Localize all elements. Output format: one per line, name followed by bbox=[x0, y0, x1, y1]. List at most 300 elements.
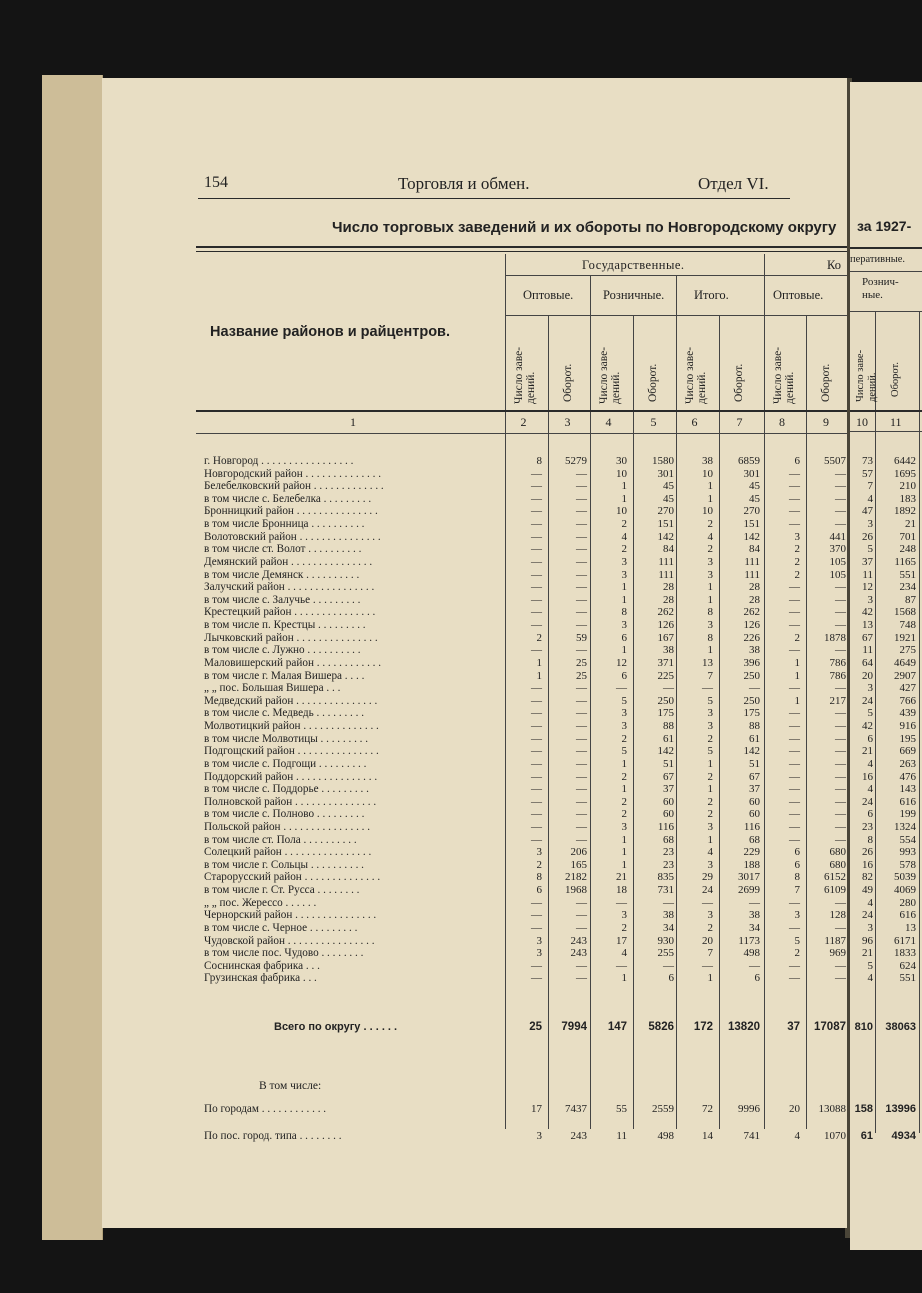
table-cell: 28 bbox=[749, 581, 760, 594]
table-cell: — bbox=[576, 921, 587, 934]
row-label: в том числе Демянск . . . . . . . . . . bbox=[204, 568, 360, 581]
table-cell: 1 bbox=[707, 480, 713, 493]
table-cell: 1 bbox=[536, 669, 542, 682]
table-cell: 8 bbox=[621, 606, 627, 619]
subheader-rule bbox=[505, 315, 847, 316]
table-cell: — bbox=[531, 581, 542, 594]
table-cell: — bbox=[576, 808, 587, 821]
table-cell: 2699 bbox=[738, 884, 760, 897]
table-cell: — bbox=[531, 959, 542, 972]
table-cell: 551 bbox=[899, 568, 916, 581]
table-cell: 6 bbox=[794, 858, 800, 871]
table-cell: 1 bbox=[707, 593, 713, 606]
row-label: Лычковский район . . . . . . . . . . . . . . . bbox=[204, 631, 378, 644]
table-cell: — bbox=[576, 555, 587, 568]
table-cell: — bbox=[531, 593, 542, 606]
row-label: Грузинская фабрика . . . bbox=[204, 972, 317, 985]
table-cell: — bbox=[702, 682, 713, 695]
table-cell: 7 bbox=[794, 884, 800, 897]
table-cell: — bbox=[531, 543, 542, 556]
table-cell: 1 bbox=[621, 757, 627, 770]
table-cell: 67 bbox=[749, 770, 760, 783]
row-label: г. Новгород . . . . . . . . . . . . . . . . . bbox=[204, 455, 354, 467]
table-cell: 4 bbox=[867, 783, 873, 796]
table-cell: — bbox=[789, 606, 800, 619]
table-cell: 7 bbox=[867, 480, 873, 493]
table-cell: 24 bbox=[702, 884, 713, 897]
table-cell: — bbox=[576, 543, 587, 556]
table-cell: — bbox=[835, 480, 846, 493]
table-cell: 6152 bbox=[824, 871, 846, 884]
table-cell: — bbox=[789, 820, 800, 833]
table-cell: 38 bbox=[749, 644, 760, 657]
table-cell: 3 bbox=[621, 820, 627, 833]
table-cell: 4934 bbox=[891, 1130, 916, 1142]
table-cell: 229 bbox=[743, 846, 760, 859]
table-cell: 8 bbox=[536, 871, 542, 884]
table-cell: 29 bbox=[702, 871, 713, 884]
top-rule-2 bbox=[196, 251, 847, 252]
table-cell: — bbox=[576, 820, 587, 833]
table-cell: 18 bbox=[616, 884, 627, 897]
total-row-label: Всего по округу . . . . . . bbox=[274, 1021, 398, 1033]
table-cell: — bbox=[531, 682, 542, 695]
table-cell: 3 bbox=[867, 593, 873, 606]
table-cell: — bbox=[789, 808, 800, 821]
top-double-rule bbox=[196, 246, 847, 248]
name-column-header: Название районов и райцентров. bbox=[210, 324, 450, 340]
next-rule-2 bbox=[850, 311, 922, 312]
column-number: 10 bbox=[856, 415, 868, 429]
table-cell: 12 bbox=[862, 581, 873, 594]
table-cell: 142 bbox=[743, 745, 760, 758]
table-cell: 24 bbox=[862, 909, 873, 922]
table-cell: 226 bbox=[743, 631, 760, 644]
state-header-rule bbox=[505, 275, 764, 276]
table-cell: 3 bbox=[621, 909, 627, 922]
row-label: Медведский район . . . . . . . . . . . . . . . bbox=[204, 694, 378, 707]
table-cell: 3 bbox=[707, 820, 713, 833]
table-cell: 3 bbox=[536, 1130, 542, 1142]
table-cell: 1173 bbox=[738, 934, 760, 947]
table-cell: 3 bbox=[707, 707, 713, 720]
table-cell: 10 bbox=[702, 505, 713, 518]
table-cell: 5 bbox=[867, 543, 873, 556]
table-cell: — bbox=[835, 808, 846, 821]
table-cell: 3 bbox=[621, 707, 627, 720]
table-cell: 3 bbox=[536, 846, 542, 859]
col-divider-7 bbox=[719, 315, 720, 1129]
table-cell: 8 bbox=[794, 871, 800, 884]
table-cell: — bbox=[835, 959, 846, 972]
table-cell: 24 bbox=[862, 795, 873, 808]
table-cell: — bbox=[531, 518, 542, 531]
table-cell: 270 bbox=[743, 505, 760, 518]
table-cell: — bbox=[576, 732, 587, 745]
table-cell: 172 bbox=[693, 1021, 713, 1033]
row-label: „ „ пос. Большая Вишера . . . bbox=[204, 682, 341, 695]
table-cell: 243 bbox=[570, 934, 587, 947]
table-cell: 17087 bbox=[814, 1021, 846, 1033]
table-cell: 3 bbox=[867, 518, 873, 531]
table-cell: 234 bbox=[899, 581, 916, 594]
table-cell: 3 bbox=[621, 619, 627, 632]
table-cell: 680 bbox=[829, 858, 846, 871]
table-cell: 2182 bbox=[565, 871, 587, 884]
table-cell: 2559 bbox=[652, 1103, 674, 1115]
table-cell: — bbox=[531, 833, 542, 846]
header-rule bbox=[198, 198, 790, 199]
table-cell: 4649 bbox=[894, 656, 916, 669]
table-cell: 1165 bbox=[894, 555, 916, 568]
table-cell: 2 bbox=[707, 732, 713, 745]
row-label: Солецкий район . . . . . . . . . . . . . . . . bbox=[204, 846, 372, 859]
col-divider-coop bbox=[764, 254, 765, 1129]
table-cell: 1 bbox=[707, 757, 713, 770]
table-cell: — bbox=[576, 593, 587, 606]
table-cell: 6859 bbox=[738, 455, 760, 467]
table-cell: 126 bbox=[657, 619, 674, 632]
table-cell: 1580 bbox=[652, 455, 674, 467]
table-cell: 126 bbox=[743, 619, 760, 632]
table-cell: 28 bbox=[663, 581, 674, 594]
table-cell: — bbox=[835, 783, 846, 796]
table-cell: 82 bbox=[862, 871, 873, 884]
table-cell: 7437 bbox=[565, 1103, 587, 1115]
col-divider-name bbox=[505, 254, 506, 1129]
table-cell: 37 bbox=[862, 555, 873, 568]
table-cell: 5039 bbox=[894, 871, 916, 884]
table-cell: — bbox=[663, 682, 674, 695]
table-cell: — bbox=[531, 530, 542, 543]
table-cell: — bbox=[789, 720, 800, 733]
table-cell: 25 bbox=[576, 656, 587, 669]
row-label: Подгощский район . . . . . . . . . . . . . . . bbox=[204, 745, 379, 758]
table-cell: — bbox=[576, 783, 587, 796]
table-cell: — bbox=[789, 959, 800, 972]
table-cell: — bbox=[835, 921, 846, 934]
next-retail-header: Рознич-ные. bbox=[862, 276, 899, 301]
table-cell: 57 bbox=[862, 467, 873, 480]
table-cell: 263 bbox=[899, 757, 916, 770]
table-cell: — bbox=[663, 959, 674, 972]
table-cell: 206 bbox=[570, 846, 587, 859]
table-cell: — bbox=[789, 921, 800, 934]
table-cell: 3 bbox=[867, 682, 873, 695]
table-cell: — bbox=[576, 518, 587, 531]
table-title: Число торговых заведений и их обороты по Новгородскому округу bbox=[332, 219, 837, 236]
table-cell: 680 bbox=[829, 846, 846, 859]
table-cell: 1 bbox=[621, 581, 627, 594]
table-cell: 1 bbox=[794, 656, 800, 669]
table-cell: 1 bbox=[707, 492, 713, 505]
table-cell: 60 bbox=[749, 795, 760, 808]
table-cell: 26 bbox=[862, 530, 873, 543]
table-cell: 1968 bbox=[565, 884, 587, 897]
table-cell: 38063 bbox=[885, 1021, 916, 1033]
table-cell: — bbox=[576, 619, 587, 632]
table-cell: 158 bbox=[854, 1103, 873, 1115]
table-cell: 13088 bbox=[818, 1103, 846, 1115]
table-cell: 111 bbox=[744, 568, 760, 581]
table-cell: — bbox=[531, 820, 542, 833]
table-cell: 49 bbox=[862, 884, 873, 897]
table-cell: — bbox=[835, 682, 846, 695]
turnover-column-header: Оборот. bbox=[820, 363, 832, 402]
table-cell: 3 bbox=[707, 720, 713, 733]
table-cell: 8 bbox=[867, 833, 873, 846]
row-label: Бронницкий район . . . . . . . . . . . . . . . bbox=[204, 505, 378, 518]
table-cell: 835 bbox=[657, 871, 674, 884]
table-cell: 10 bbox=[702, 467, 713, 480]
table-cell: 275 bbox=[899, 644, 916, 657]
table-cell: — bbox=[789, 682, 800, 695]
table-cell: — bbox=[789, 896, 800, 909]
row-label: в том числе пос. Чудово . . . . . . . . bbox=[204, 947, 364, 960]
row-label: в том числе с. Полново . . . . . . . . . bbox=[204, 808, 365, 821]
table-cell: 111 bbox=[658, 568, 674, 581]
table-cell: 5 bbox=[621, 745, 627, 758]
table-cell: 26 bbox=[862, 846, 873, 859]
table-cell: 6 bbox=[794, 455, 800, 467]
table-cell: 2 bbox=[536, 631, 542, 644]
table-cell: — bbox=[531, 505, 542, 518]
table-cell: — bbox=[789, 644, 800, 657]
next-col-divider bbox=[875, 311, 876, 1133]
table-cell: 3 bbox=[867, 921, 873, 934]
table-cell: — bbox=[576, 909, 587, 922]
table-cell: 6109 bbox=[824, 884, 846, 897]
table-cell: 439 bbox=[899, 707, 916, 720]
table-cell: — bbox=[531, 467, 542, 480]
book-edge bbox=[42, 75, 103, 1240]
table-cell: 7994 bbox=[561, 1021, 587, 1033]
table-cell: 1324 bbox=[894, 820, 916, 833]
row-label: По пос. город. типа . . . . . . . . bbox=[204, 1130, 342, 1142]
table-cell: 34 bbox=[749, 921, 760, 934]
table-cell: 111 bbox=[658, 555, 674, 568]
table-cell: 2 bbox=[707, 808, 713, 821]
table-cell: 250 bbox=[743, 694, 760, 707]
row-label: По городам . . . . . . . . . . . . bbox=[204, 1103, 327, 1115]
table-cell: — bbox=[789, 581, 800, 594]
table-cell: 13820 bbox=[728, 1021, 760, 1033]
table-cell: 37 bbox=[749, 783, 760, 796]
table-cell: — bbox=[789, 593, 800, 606]
column-number: 7 bbox=[736, 415, 743, 429]
row-label: в том числе г. Ст. Русса . . . . . . . . bbox=[204, 884, 360, 897]
column-number: 6 bbox=[691, 415, 698, 429]
table-cell: 2 bbox=[707, 795, 713, 808]
table-cell: 6 bbox=[536, 884, 542, 897]
table-cell: 60 bbox=[749, 808, 760, 821]
table-cell: — bbox=[531, 568, 542, 581]
table-cell: — bbox=[835, 505, 846, 518]
table-cell: 6 bbox=[794, 846, 800, 859]
table-cell: 61 bbox=[749, 732, 760, 745]
next-title: за 1927- bbox=[857, 218, 912, 234]
table-cell: 17 bbox=[531, 1103, 542, 1115]
table-cell: 731 bbox=[657, 884, 674, 897]
table-cell: 2 bbox=[794, 543, 800, 556]
table-cell: 73 bbox=[862, 455, 873, 467]
table-cell: 1 bbox=[621, 593, 627, 606]
page-number: 154 bbox=[204, 174, 228, 191]
table-cell: 96 bbox=[862, 934, 873, 947]
table-cell: 916 bbox=[899, 720, 916, 733]
table-cell: 280 bbox=[899, 896, 916, 909]
table-cell: — bbox=[576, 505, 587, 518]
incl-label: В том числе: bbox=[259, 1080, 322, 1092]
table-cell: 8 bbox=[707, 631, 713, 644]
table-cell: — bbox=[835, 581, 846, 594]
table-cell: 128 bbox=[829, 909, 846, 922]
table-cell: — bbox=[789, 972, 800, 985]
table-cell: 993 bbox=[899, 846, 916, 859]
table-cell: — bbox=[531, 972, 542, 985]
table-cell: 301 bbox=[743, 467, 760, 480]
table-cell: 1 bbox=[707, 644, 713, 657]
count-column-header: Число заве-дений. bbox=[598, 346, 622, 404]
table-cell: 4 bbox=[707, 846, 713, 859]
table-cell: 68 bbox=[663, 833, 674, 846]
table-cell: 371 bbox=[657, 656, 674, 669]
table-cell: 5 bbox=[867, 959, 873, 972]
row-label: в том числе с. Лужно . . . . . . . . . . bbox=[204, 644, 361, 657]
table-cell: 4 bbox=[794, 1130, 800, 1142]
table-cell: 175 bbox=[743, 707, 760, 720]
row-label: в том числе г. Сольцы . . . . . . . . . . bbox=[204, 858, 364, 871]
table-cell: — bbox=[576, 972, 587, 985]
col-divider-total bbox=[676, 275, 677, 1129]
table-cell: 2 bbox=[707, 543, 713, 556]
table-cell: 1070 bbox=[824, 1130, 846, 1142]
table-cell: 45 bbox=[663, 492, 674, 505]
table-cell: — bbox=[835, 820, 846, 833]
table-cell: 1878 bbox=[824, 631, 846, 644]
table-cell: 167 bbox=[657, 631, 674, 644]
table-cell: 6 bbox=[621, 631, 627, 644]
table-cell: 616 bbox=[899, 909, 916, 922]
table-cell: 61 bbox=[663, 732, 674, 745]
turnover-column-header: Оборот. bbox=[647, 363, 659, 402]
table-cell: 47 bbox=[862, 505, 873, 518]
table-cell: 151 bbox=[657, 518, 674, 531]
table-cell: — bbox=[789, 467, 800, 480]
table-cell: 255 bbox=[657, 947, 674, 960]
table-cell: 1 bbox=[536, 656, 542, 669]
table-cell: — bbox=[789, 505, 800, 518]
table-cell: 42 bbox=[862, 606, 873, 619]
table-cell: 210 bbox=[899, 480, 916, 493]
table-cell: — bbox=[616, 896, 627, 909]
table-cell: 67 bbox=[663, 770, 674, 783]
table-cell: 766 bbox=[899, 694, 916, 707]
table-cell: 786 bbox=[829, 656, 846, 669]
table-cell: 111 bbox=[744, 555, 760, 568]
table-cell: — bbox=[835, 644, 846, 657]
table-cell: 165 bbox=[570, 858, 587, 871]
table-cell: 1695 bbox=[894, 467, 916, 480]
column-number: 5 bbox=[650, 415, 657, 429]
table-cell: 13 bbox=[862, 619, 873, 632]
table-cell: 60 bbox=[663, 795, 674, 808]
section-title: Торговля и обмен. bbox=[398, 174, 530, 193]
table-cell: 25 bbox=[576, 669, 587, 682]
table-cell: 250 bbox=[743, 669, 760, 682]
table-cell: — bbox=[789, 783, 800, 796]
table-cell: 1 bbox=[707, 972, 713, 985]
table-cell: 1568 bbox=[894, 606, 916, 619]
table-cell: 2 bbox=[794, 568, 800, 581]
table-cell: 84 bbox=[749, 543, 760, 556]
table-cell: — bbox=[702, 959, 713, 972]
table-cell: 1892 bbox=[894, 505, 916, 518]
column-number: 1 bbox=[350, 415, 356, 429]
column-number: 9 bbox=[823, 415, 829, 429]
table-cell: — bbox=[835, 593, 846, 606]
table-cell: — bbox=[576, 833, 587, 846]
table-cell: 4 bbox=[867, 757, 873, 770]
coop-header-rule bbox=[764, 275, 847, 276]
table-cell: 3 bbox=[707, 568, 713, 581]
table-cell: 2 bbox=[707, 770, 713, 783]
table-cell: — bbox=[835, 619, 846, 632]
table-cell: 143 bbox=[899, 783, 916, 796]
table-cell: 8 bbox=[707, 606, 713, 619]
row-label: „ „ пос. Жерессо . . . . . . bbox=[204, 896, 317, 909]
table-cell: 20 bbox=[862, 669, 873, 682]
table-cell: 8 bbox=[536, 455, 542, 467]
table-cell: 554 bbox=[899, 833, 916, 846]
table-cell: 476 bbox=[899, 770, 916, 783]
table-cell: — bbox=[531, 896, 542, 909]
table-cell: 1 bbox=[621, 833, 627, 846]
column-number: 11 bbox=[890, 415, 902, 429]
table-cell: 4 bbox=[621, 530, 627, 543]
table-cell: 741 bbox=[743, 1130, 760, 1142]
table-cell: 20 bbox=[702, 934, 713, 947]
table-cell: 262 bbox=[743, 606, 760, 619]
row-label: в том числе п. Крестцы . . . . . . . . . bbox=[204, 619, 366, 632]
table-cell: 105 bbox=[829, 568, 846, 581]
table-cell: 38 bbox=[702, 455, 713, 467]
table-cell: 11 bbox=[616, 1130, 627, 1142]
table-cell: — bbox=[576, 568, 587, 581]
table-cell: — bbox=[789, 619, 800, 632]
table-cell: — bbox=[789, 518, 800, 531]
row-label: Старорусский район . . . . . . . . . . . . . . bbox=[204, 871, 381, 884]
retail-header: Розничные. bbox=[603, 288, 665, 302]
table-cell: 1 bbox=[621, 858, 627, 871]
table-cell: 1 bbox=[621, 480, 627, 493]
table-cell: — bbox=[835, 720, 846, 733]
table-cell: — bbox=[789, 707, 800, 720]
table-cell: 1 bbox=[621, 846, 627, 859]
table-cell: 12 bbox=[616, 656, 627, 669]
table-cell: — bbox=[616, 959, 627, 972]
row-label: в том числе с. Белебелка . . . . . . . . . bbox=[204, 492, 372, 505]
table-cell: 2 bbox=[536, 858, 542, 871]
table-cell: — bbox=[531, 480, 542, 493]
table-cell: 4 bbox=[867, 896, 873, 909]
table-cell: 669 bbox=[899, 745, 916, 758]
table-cell: — bbox=[835, 833, 846, 846]
table-cell: 21 bbox=[905, 518, 916, 531]
table-cell: 13 bbox=[905, 921, 916, 934]
table-cell: 2907 bbox=[894, 669, 916, 682]
row-label: Чернорский район . . . . . . . . . . . . . . . bbox=[204, 909, 377, 922]
